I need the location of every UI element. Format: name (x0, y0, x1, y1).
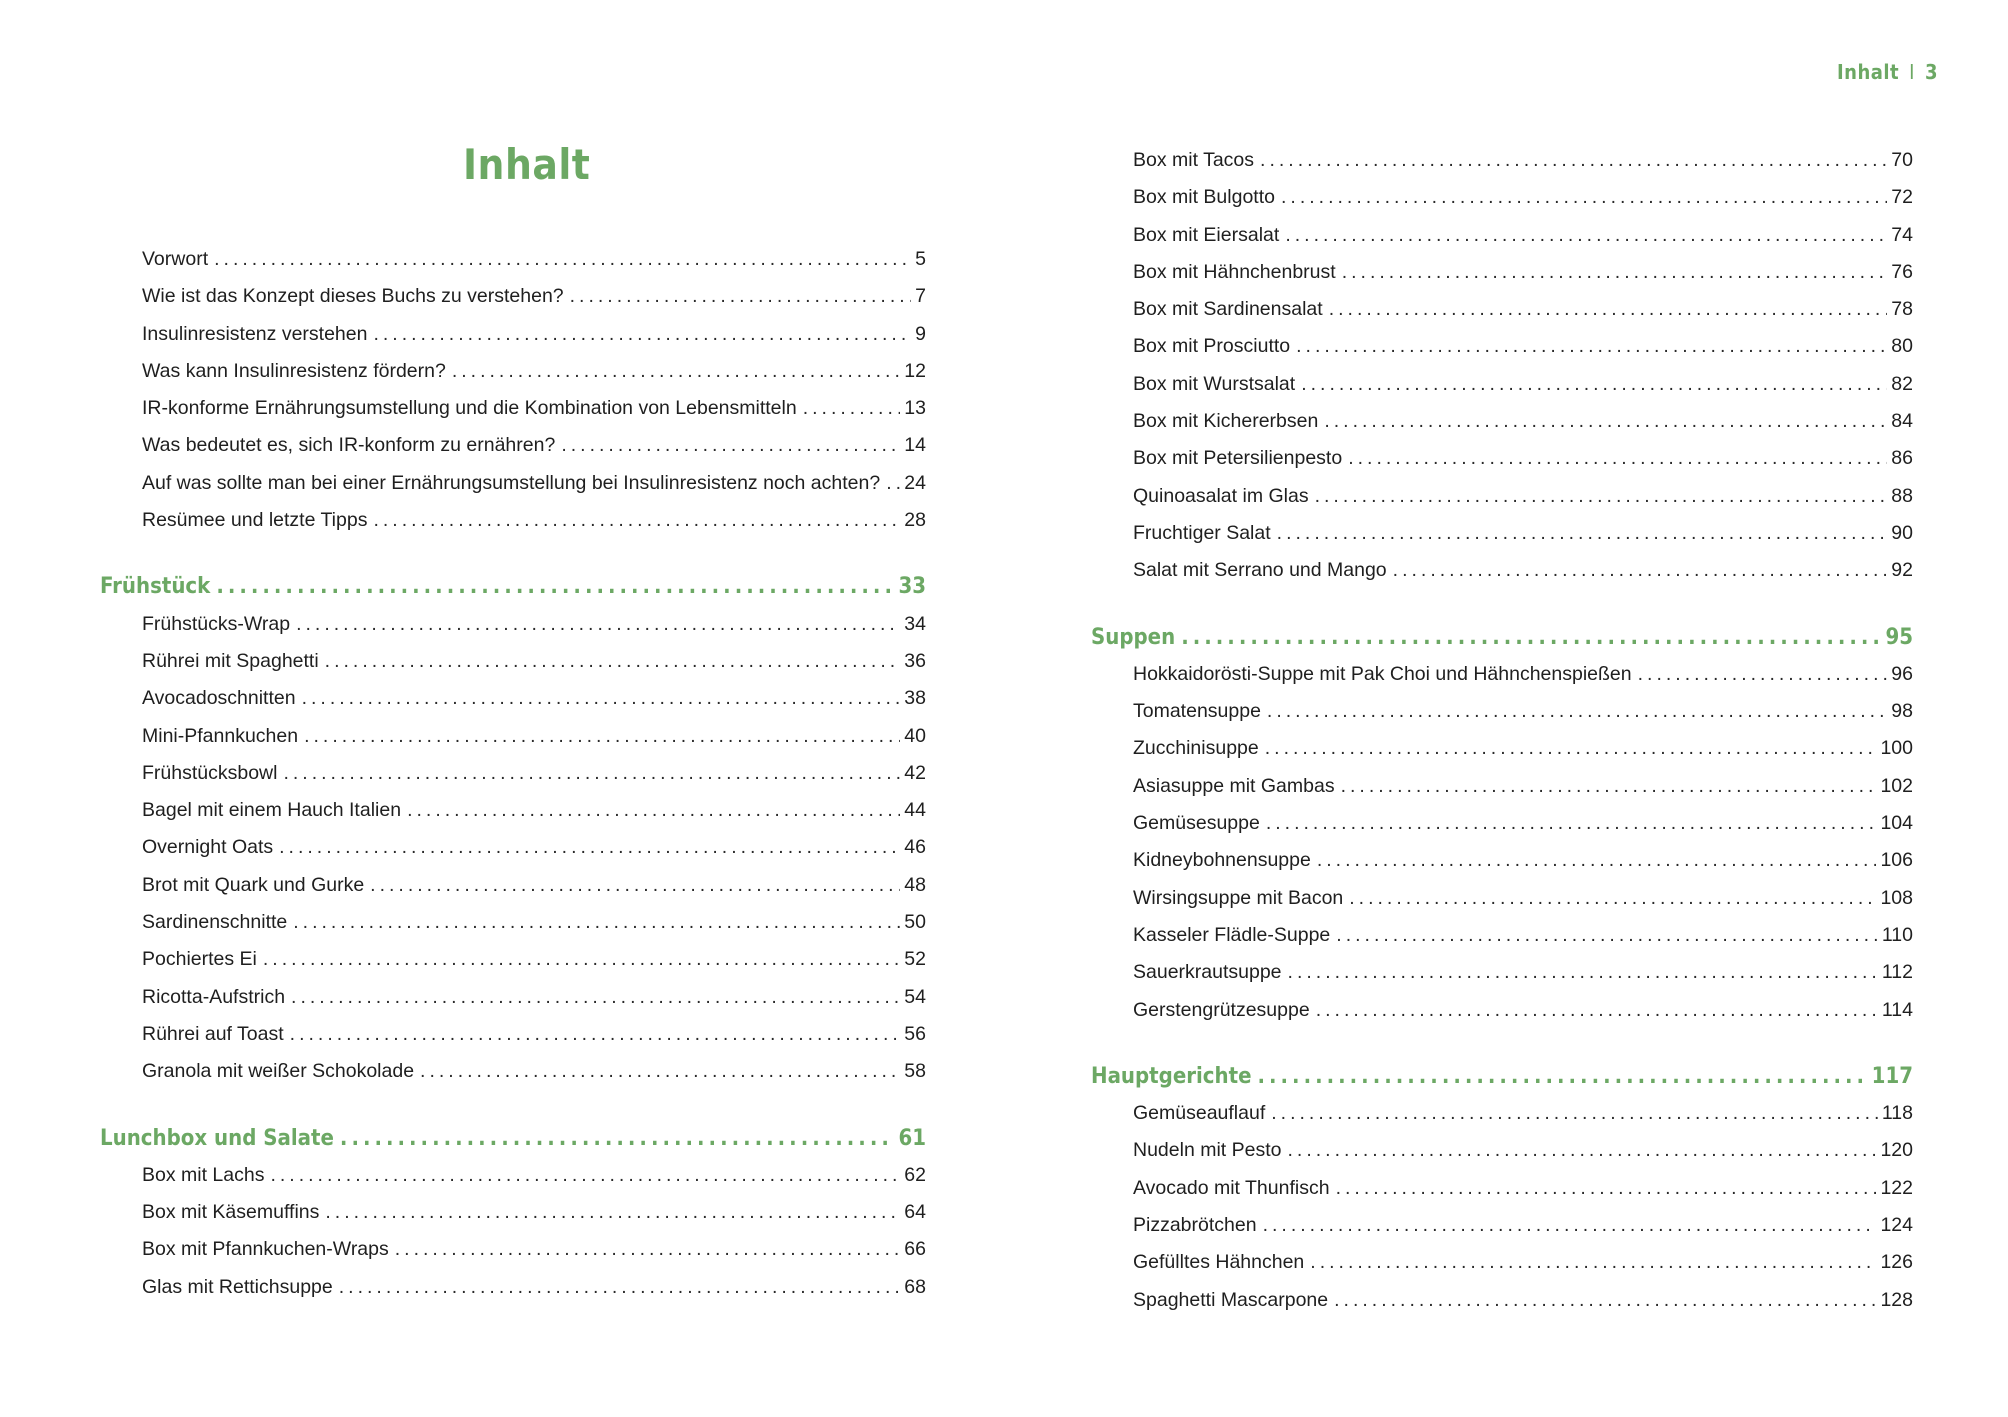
entry-title: Zucchinisuppe (1133, 737, 1259, 760)
running-head-separator: I (1909, 60, 1915, 84)
dot-leader (214, 241, 911, 278)
entry-page-number: 102 (1880, 774, 1913, 797)
entry-title: Box mit Prosciutto (1133, 335, 1291, 358)
toc-entry[interactable] (100, 1053, 926, 1090)
toc-entry[interactable] (100, 867, 926, 904)
dot-leader (1638, 656, 1888, 693)
entry-page-number: 122 (1880, 1176, 1913, 1199)
entry-title: Was kann Insulinresistenz fördern? (142, 359, 446, 382)
running-head (1837, 60, 1938, 84)
dot-leader (325, 1194, 900, 1231)
running-head-page-number: 3 (1924, 60, 1938, 84)
toc-entry[interactable] (100, 941, 926, 978)
toc-entry[interactable] (1091, 730, 1913, 767)
running-head-title: Inhalt (1836, 60, 1900, 84)
dot-leader (293, 904, 900, 941)
dot-leader (270, 1157, 900, 1194)
dot-leader (290, 1016, 901, 1053)
entry-page-number: 118 (1881, 1102, 1913, 1125)
entry-title: Overnight Oats (142, 836, 274, 859)
toc-entry[interactable] (1091, 842, 1913, 879)
entry-page-number: 128 (1880, 1288, 1913, 1311)
dot-leader (302, 680, 901, 717)
toc-entry[interactable] (100, 829, 926, 866)
dot-leader (279, 829, 900, 866)
toc-entry[interactable] (1091, 1132, 1913, 1169)
dot-leader (1393, 552, 1888, 589)
entry-page-number: 76 (1891, 260, 1913, 283)
dot-leader (296, 606, 900, 643)
dot-leader (283, 755, 900, 792)
toc-section-heading[interactable] (100, 568, 926, 605)
dot-leader (561, 427, 900, 464)
entry-page-number: 52 (904, 948, 926, 971)
entry-title: Pizzabrötchen (1133, 1214, 1257, 1237)
section-spacer (1091, 1029, 1913, 1058)
dot-leader (420, 1053, 900, 1090)
dot-leader (1336, 917, 1878, 954)
entry-page-number: 74 (1891, 223, 1913, 246)
entry-title: Frühstücks-Wrap (142, 612, 291, 635)
dot-leader (1342, 254, 1888, 291)
entry-page-number: 114 (1881, 998, 1913, 1021)
entry-page-number: 42 (904, 761, 926, 784)
dot-leader (1288, 1132, 1877, 1169)
toc-entry[interactable] (1091, 515, 1913, 552)
entry-title: Gemüsesuppe (1133, 812, 1260, 835)
dot-leader (1310, 1244, 1876, 1281)
entry-title: Box mit Petersilienpesto (1133, 447, 1343, 470)
entry-title: Auf was sollte man bei einer Ernährungsumstellung bei Insulinresistenz noch achten? (142, 471, 881, 494)
entry-title: Box mit Käsemuffins (142, 1201, 320, 1224)
entry-page-number: 78 (1891, 298, 1913, 321)
dot-leader (1271, 1095, 1878, 1132)
entry-title: Gerstengrützesuppe (1133, 998, 1310, 1021)
toc-entry[interactable] (1091, 179, 1913, 216)
section-page-number: 33 (898, 574, 926, 600)
entry-title: Insulinresistenz verstehen (142, 322, 368, 345)
entry-page-number: 13 (904, 397, 926, 420)
entry-title: Wie ist das Konzept dieses Buchs zu verstehen? (142, 285, 564, 308)
entry-title: Fruchtiger Salat (1133, 521, 1271, 544)
toc-entry[interactable] (1091, 1170, 1913, 1207)
entry-title: Avocadoschnitten (142, 687, 296, 710)
entry-title: Brot mit Quark und Gurke (142, 873, 365, 896)
toc-entry[interactable] (1091, 478, 1913, 515)
dot-leader (1301, 366, 1887, 403)
dot-leader (1317, 842, 1877, 879)
entry-page-number: 98 (1891, 700, 1913, 723)
dot-leader (339, 1269, 901, 1306)
dot-leader (340, 1120, 895, 1157)
toc-entry[interactable] (100, 606, 926, 643)
toc-entry[interactable] (1091, 656, 1913, 693)
entry-page-number: 50 (904, 911, 926, 934)
entry-page-number: 126 (1880, 1251, 1913, 1274)
entry-title: Quinoasalat im Glas (1133, 484, 1309, 507)
entry-title: Kasseler Flädle-Suppe (1133, 923, 1331, 946)
dot-leader (1316, 992, 1878, 1029)
toc-entry[interactable] (100, 390, 926, 427)
entry-title: Box mit Eiersalat (1133, 223, 1280, 246)
dot-leader (373, 316, 911, 353)
toc-entry[interactable] (100, 1269, 926, 1306)
entry-page-number: 34 (904, 612, 926, 635)
dot-leader (407, 792, 900, 829)
entry-page-number: 82 (1891, 372, 1913, 395)
dot-leader (1329, 291, 1888, 328)
section-title: Hauptgerichte (1091, 1063, 1252, 1089)
dot-leader (1281, 179, 1887, 216)
entry-page-number: 28 (904, 509, 926, 532)
toc-entry[interactable] (100, 1157, 926, 1194)
entry-page-number: 62 (904, 1163, 926, 1186)
toc-entry[interactable] (100, 1016, 926, 1053)
section-title: Suppen (1091, 624, 1176, 650)
dot-leader (1258, 1058, 1868, 1095)
entry-title: Sardinenschnitte (142, 911, 288, 934)
toc-column-right (1091, 142, 1913, 1319)
entry-page-number: 24 (904, 471, 926, 494)
entry-title: Gemüseauflauf (1133, 1102, 1266, 1125)
entry-title: Kidneybohnensuppe (1133, 849, 1311, 872)
entry-page-number: 88 (1891, 484, 1913, 507)
toc-entry[interactable] (1091, 1244, 1913, 1281)
entry-page-number: 70 (1891, 149, 1913, 171)
entry-page-number: 40 (904, 724, 926, 747)
entry-title: Resümee und letzte Tipps (142, 509, 368, 532)
entry-title: Rührei auf Toast (142, 1022, 284, 1045)
entry-title: IR-konforme Ernährungsumstellung und die Kombination von Lebensmitteln (142, 397, 797, 420)
dot-leader (1267, 693, 1887, 730)
entry-title: Nudeln mit Pesto (1133, 1139, 1282, 1162)
dot-leader (1266, 805, 1877, 842)
toc-entry[interactable] (1091, 217, 1913, 254)
entry-title: Tomatensuppe (1133, 700, 1261, 723)
entry-page-number: 110 (1881, 923, 1913, 946)
toc-entry[interactable] (1091, 693, 1913, 730)
entry-title: Box mit Sardinensalat (1133, 298, 1323, 321)
entry-title: Granola mit weißer Schokolade (142, 1060, 415, 1083)
section-spacer (100, 1091, 926, 1120)
dot-leader (216, 568, 894, 605)
dot-leader (370, 867, 900, 904)
entry-page-number: 90 (1891, 521, 1913, 544)
entry-page-number: 120 (1880, 1139, 1913, 1162)
entry-page-number: 46 (904, 836, 926, 859)
toc-entry[interactable] (100, 755, 926, 792)
toc-entry[interactable] (1091, 328, 1913, 365)
toc-entry[interactable] (100, 465, 926, 502)
entry-page-number: 72 (1891, 186, 1913, 209)
entry-page-number: 112 (1881, 961, 1913, 984)
entry-title: Mini-Pfannkuchen (142, 724, 299, 747)
dot-leader (1288, 954, 1878, 991)
entry-title: Gefülltes Hähnchen (1133, 1251, 1305, 1274)
toc-entry[interactable] (1091, 1207, 1913, 1244)
section-title: Lunchbox und Salate (100, 1125, 334, 1151)
entry-page-number: 84 (1891, 410, 1913, 433)
dot-leader (1349, 880, 1876, 917)
toc-entry[interactable] (1091, 805, 1913, 842)
entry-page-number: 68 (904, 1275, 926, 1298)
toc-section-heading[interactable] (1091, 1058, 1913, 1095)
toc-entry[interactable] (100, 979, 926, 1016)
entry-page-number: 12 (904, 359, 926, 382)
dot-leader (1263, 1207, 1877, 1244)
entry-page-number: 100 (1880, 737, 1913, 760)
entry-page-number: 92 (1891, 559, 1913, 582)
dot-leader (263, 941, 900, 978)
entry-title: Wirsingsuppe mit Bacon (1133, 886, 1344, 909)
entry-page-number: 38 (904, 687, 926, 710)
dot-leader (1336, 1170, 1877, 1207)
entry-page-number: 104 (1880, 812, 1913, 835)
dot-leader (304, 718, 900, 755)
entry-title: Frühstücksbowl (142, 761, 278, 784)
toc-entry[interactable] (1091, 954, 1913, 991)
section-page-number: 61 (898, 1125, 926, 1151)
entry-page-number: 5 (915, 248, 926, 270)
section-page-number: 95 (1885, 624, 1913, 650)
section-title: Frühstück (100, 574, 211, 600)
toc-entry[interactable] (1091, 1282, 1913, 1319)
page-title: Inhalt (463, 140, 591, 189)
toc-section-heading[interactable] (1091, 619, 1913, 656)
toc-entry[interactable] (100, 718, 926, 755)
entry-page-number: 106 (1880, 849, 1913, 872)
entry-title: Salat mit Serrano und Mango (1133, 559, 1387, 582)
entry-title: Rührei mit Spaghetti (142, 649, 319, 672)
dot-leader (1315, 478, 1888, 515)
entry-title: Box mit Lachs (142, 1163, 265, 1186)
entry-title: Ricotta-Aufstrich (142, 985, 286, 1008)
toc-entry[interactable] (100, 316, 926, 353)
entry-title: Vorwort (142, 248, 209, 270)
toc-entry[interactable] (1091, 552, 1913, 589)
entry-title: Bagel mit einem Hauch Italien (142, 799, 402, 822)
dot-leader (1285, 217, 1887, 254)
entry-page-number: 7 (915, 285, 926, 308)
entry-page-number: 124 (1880, 1214, 1913, 1237)
entry-page-number: 108 (1880, 886, 1913, 909)
dot-leader (1277, 515, 1888, 552)
toc-entry[interactable] (100, 278, 926, 315)
entry-page-number: 80 (1891, 335, 1913, 358)
entry-title: Glas mit Rettichsuppe (142, 1275, 333, 1298)
dot-leader (1348, 440, 1887, 477)
entry-page-number: 14 (904, 434, 926, 457)
entry-page-number: 64 (904, 1201, 926, 1224)
toc-entry[interactable] (100, 241, 926, 278)
toc-entry[interactable] (1091, 403, 1913, 440)
toc-entry[interactable] (100, 502, 926, 539)
entry-page-number: 56 (904, 1022, 926, 1045)
toc-entry[interactable] (1091, 440, 1913, 477)
toc-entry[interactable] (100, 680, 926, 717)
entry-title: Was bedeutet es, sich IR-konform zu ernähren? (142, 434, 556, 457)
dot-leader (1265, 730, 1877, 767)
entry-title: Spaghetti Mascarpone (1133, 1288, 1329, 1311)
toc-column-left (100, 241, 926, 1306)
toc-entry[interactable] (1091, 291, 1913, 328)
entry-title: Sauerkrautsuppe (1133, 961, 1282, 984)
dot-leader (395, 1231, 901, 1268)
entry-page-number: 96 (1891, 662, 1913, 685)
toc-entry[interactable] (1091, 992, 1913, 1029)
toc-entry[interactable] (1091, 880, 1913, 917)
entry-page-number: 54 (904, 985, 926, 1008)
section-spacer (100, 539, 926, 568)
dot-leader (1296, 328, 1887, 365)
entry-title: Box mit Bulgotto (1133, 186, 1275, 209)
toc-entry[interactable] (1091, 142, 1913, 179)
dot-leader (803, 390, 901, 427)
entry-title: Pochiertes Ei (142, 948, 257, 971)
toc-entry[interactable] (100, 1194, 926, 1231)
entry-title: Box mit Kichererbsen (1133, 410, 1319, 433)
entry-title: Box mit Tacos (1133, 149, 1255, 171)
toc-entry[interactable] (1091, 1095, 1913, 1132)
toc-entry[interactable] (1091, 768, 1913, 805)
entry-page-number: 86 (1891, 447, 1913, 470)
dot-leader (373, 502, 900, 539)
entry-title: Asiasuppe mit Gambas (1133, 774, 1335, 797)
entry-title: Avocado mit Thunfisch (1133, 1176, 1330, 1199)
toc-entry[interactable] (100, 427, 926, 464)
dot-leader (570, 278, 912, 315)
dot-leader (291, 979, 900, 1016)
dot-leader (1181, 619, 1881, 656)
entry-title: Box mit Wurstsalat (1133, 372, 1296, 395)
dot-leader (1341, 768, 1877, 805)
dot-leader (452, 353, 900, 390)
entry-title: Hokkaidorösti-Suppe mit Pak Choi und Hähnchenspießen (1133, 662, 1632, 685)
toc-entry[interactable] (100, 904, 926, 941)
dot-leader (1334, 1282, 1876, 1319)
dot-leader (325, 643, 901, 680)
toc-section-heading[interactable] (100, 1120, 926, 1157)
toc-entry[interactable] (100, 792, 926, 829)
entry-title: Box mit Hähnchenbrust (1133, 260, 1336, 283)
toc-entry[interactable] (1091, 254, 1913, 291)
entry-page-number: 58 (904, 1060, 926, 1083)
entry-page-number: 66 (904, 1238, 926, 1261)
entry-title: Box mit Pfannkuchen-Wraps (142, 1238, 389, 1261)
dot-leader (1324, 403, 1887, 440)
toc-entry[interactable] (100, 643, 926, 680)
toc-entry[interactable] (1091, 366, 1913, 403)
toc-entry[interactable] (100, 353, 926, 390)
entry-page-number: 44 (904, 799, 926, 822)
entry-page-number: 36 (904, 649, 926, 672)
toc-entry[interactable] (1091, 917, 1913, 954)
entry-page-number: 9 (915, 322, 926, 345)
dot-leader (1260, 142, 1887, 179)
entry-page-number: 48 (904, 873, 926, 896)
dot-leader (886, 465, 900, 502)
section-spacer (1091, 590, 1913, 619)
toc-entry[interactable] (100, 1231, 926, 1268)
section-page-number: 117 (1871, 1063, 1913, 1089)
